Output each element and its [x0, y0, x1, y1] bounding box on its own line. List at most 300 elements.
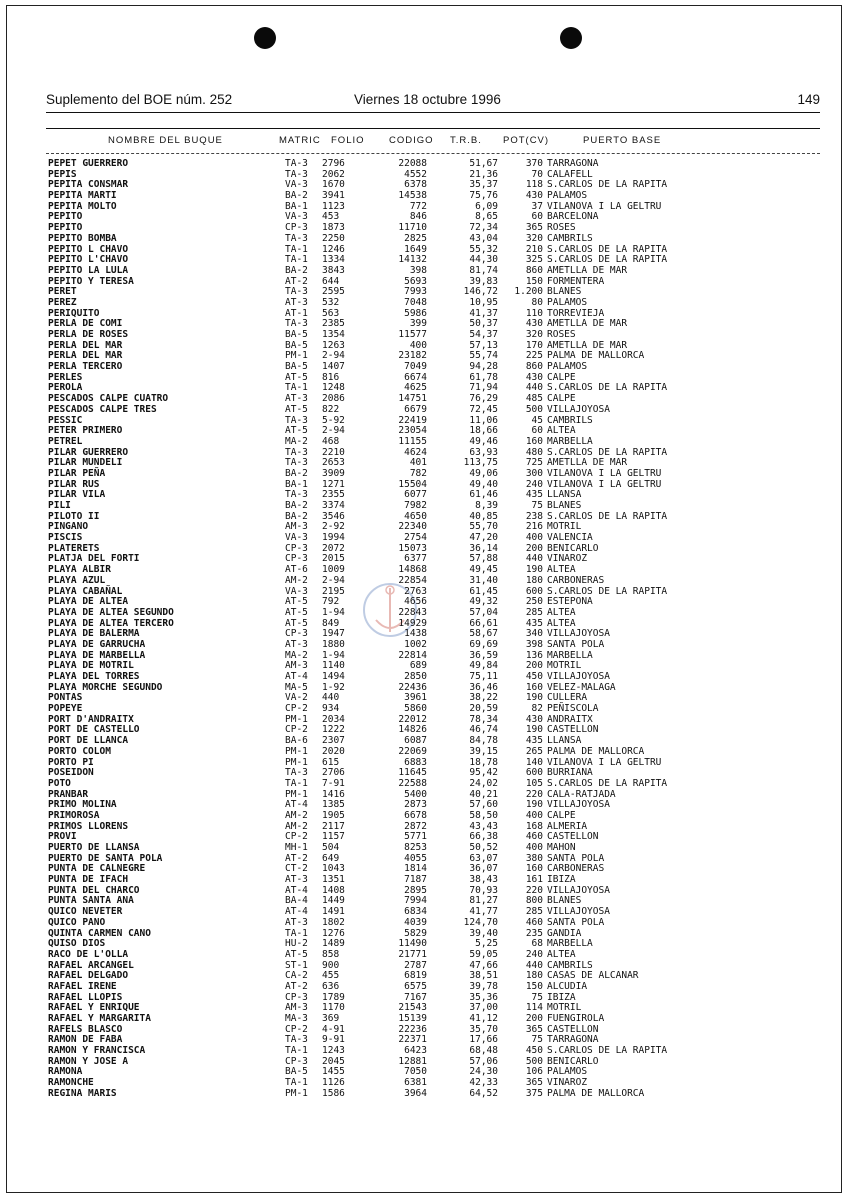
folio-cell: 1408 — [322, 884, 345, 896]
codigo-cell: 22371 — [398, 1034, 427, 1046]
folio-cell: 3941 — [322, 190, 345, 202]
vessel-name: PILAR VILA — [48, 489, 106, 501]
pot-cell: 375 — [525, 1087, 543, 1099]
matric-cell: VA-3 — [285, 179, 308, 191]
trb-cell: 40,21 — [469, 788, 498, 800]
folio-cell: 2653 — [322, 457, 345, 469]
pot-cell: 485 — [525, 393, 543, 405]
matric-cell: CP-3 — [285, 628, 308, 640]
folio-cell: 2015 — [322, 553, 345, 565]
table-top-rule — [46, 128, 820, 129]
matric-cell: TA-1 — [285, 243, 308, 255]
matric-cell: CP-3 — [285, 553, 308, 565]
puerto-cell: CAMBRILS — [547, 959, 593, 971]
codigo-cell: 5693 — [404, 275, 427, 287]
trb-cell: 42,33 — [469, 1077, 498, 1089]
puerto-cell: CAMBRILS — [547, 232, 593, 244]
matric-cell: VA-3 — [285, 585, 308, 597]
trb-cell: 81,27 — [469, 895, 498, 907]
trb-cell: 38,51 — [469, 970, 498, 982]
pot-cell: 150 — [525, 980, 543, 992]
matric-cell: MA-3 — [285, 1013, 308, 1024]
codigo-cell: 14929 — [398, 617, 427, 629]
publication-title: Suplemento del BOE núm. 252 — [46, 92, 233, 107]
puerto-cell: MAHON — [547, 842, 576, 853]
folio-cell: 468 — [322, 435, 340, 447]
pot-cell: 400 — [525, 809, 543, 821]
trb-cell: 8,39 — [475, 500, 498, 511]
matric-cell: AT-5 — [285, 425, 308, 437]
trb-cell: 55,74 — [469, 350, 498, 362]
trb-cell: 39,78 — [469, 980, 498, 992]
col-header-matric: MATRIC — [279, 135, 321, 146]
vessel-name: PESCADOS CALPE TRES — [48, 403, 157, 415]
puerto-cell: CALPE — [547, 809, 576, 821]
pot-cell: 460 — [525, 831, 543, 843]
trb-cell: 50,37 — [469, 318, 498, 330]
trb-cell: 66,38 — [469, 831, 498, 843]
puerto-cell: VILANOVA I LA GELTRU — [547, 467, 662, 479]
trb-cell: 41,37 — [469, 307, 498, 319]
matric-cell: TA-3 — [285, 286, 308, 298]
vessel-name: PROVI — [48, 831, 77, 843]
trb-cell: 72,34 — [469, 222, 498, 234]
col-header-puerto: PUERTO BASE — [583, 135, 662, 146]
trb-cell: 58,50 — [469, 809, 498, 821]
codigo-cell: 22088 — [398, 158, 427, 169]
trb-cell: 41,12 — [469, 1013, 498, 1024]
folio-cell: 2117 — [322, 820, 345, 832]
matric-cell: AM-3 — [285, 521, 308, 533]
puerto-cell: ALTEA — [547, 606, 576, 618]
folio-cell: 9-91 — [322, 1034, 345, 1046]
puerto-cell: ALCUDIA — [547, 980, 588, 992]
folio-cell: 1407 — [322, 361, 345, 373]
folio-cell: 1140 — [322, 660, 345, 672]
vessel-name: QUISO DIOS — [48, 938, 106, 950]
codigo-cell: 5986 — [404, 307, 427, 319]
puerto-cell: PALMA DE MALLORCA — [547, 350, 645, 362]
vessel-name: PLAYA ALBIR — [48, 564, 111, 576]
puerto-cell: ALTEA — [547, 564, 576, 576]
folio-cell: 2307 — [322, 735, 345, 747]
pot-cell: 216 — [525, 521, 543, 533]
pot-cell: 110 — [525, 307, 543, 319]
matric-cell: VA-3 — [285, 532, 308, 544]
trb-cell: 113,75 — [463, 457, 498, 469]
trb-cell: 57,13 — [469, 339, 498, 351]
trb-cell: 49,45 — [469, 564, 498, 576]
puerto-cell: PALMA DE MALLORCA — [547, 745, 645, 757]
codigo-cell: 7187 — [404, 874, 427, 886]
puerto-cell: CALA-RATJADA — [547, 788, 616, 800]
vessel-name: PEPET GUERRERO — [48, 158, 129, 169]
matric-cell: CP-2 — [285, 831, 308, 843]
puerto-cell: CULLERA — [547, 692, 588, 704]
pot-cell: 440 — [525, 959, 543, 971]
codigo-cell: 1002 — [404, 638, 427, 650]
trb-cell: 21,36 — [469, 168, 498, 180]
matric-cell: BA-6 — [285, 735, 308, 747]
pot-cell: 430 — [525, 713, 543, 725]
pot-cell: 106 — [525, 1066, 543, 1078]
vessel-name: PUNTA DEL CHARCO — [48, 884, 140, 896]
codigo-cell: 22012 — [398, 713, 427, 725]
pot-cell: 860 — [525, 264, 543, 276]
folio-cell: 900 — [322, 959, 340, 971]
matric-cell: TA-1 — [285, 382, 308, 394]
matric-cell: AM-2 — [285, 820, 308, 832]
folio-cell: 532 — [322, 296, 340, 308]
pot-cell: 320 — [525, 232, 543, 244]
folio-cell: 2595 — [322, 286, 345, 298]
folio-cell: 1491 — [322, 906, 345, 918]
trb-cell: 41,77 — [469, 906, 498, 918]
vessel-name: PLATJA DEL FORTI — [48, 553, 140, 565]
folio-cell: 563 — [322, 307, 340, 319]
puerto-cell: MARBELLA — [547, 649, 593, 661]
pot-cell: 240 — [525, 478, 543, 490]
puerto-cell: PALAMOS — [547, 296, 588, 308]
vessel-name: PETREL — [48, 435, 83, 447]
folio-cell: 369 — [322, 1013, 340, 1024]
pot-cell: 75 — [531, 500, 543, 511]
folio-cell: 1994 — [322, 532, 345, 544]
matric-cell: BA-2 — [285, 190, 308, 202]
puerto-cell: VILLAJOYOSA — [547, 403, 610, 415]
pot-cell: 340 — [525, 628, 543, 640]
codigo-cell: 6678 — [404, 809, 427, 821]
codigo-cell: 7167 — [404, 991, 427, 1003]
codigo-cell: 398 — [409, 264, 427, 276]
folio-cell: 1351 — [322, 874, 345, 886]
matric-cell: TA-1 — [285, 1077, 308, 1089]
folio-cell: 2020 — [322, 745, 345, 757]
pot-cell: 500 — [525, 403, 543, 415]
codigo-cell: 7050 — [404, 1066, 427, 1078]
vessel-name: POPEYE — [48, 703, 83, 715]
pot-cell: 60 — [531, 425, 543, 437]
codigo-cell: 1649 — [404, 243, 427, 255]
vessel-name: PESCADOS CALPE CUATRO — [48, 393, 169, 405]
trb-cell: 6,09 — [475, 200, 498, 212]
matric-cell: TA-3 — [285, 767, 308, 779]
matric-cell: CT-2 — [285, 863, 308, 875]
trb-cell: 55,32 — [469, 243, 498, 255]
folio-cell: 2-94 — [322, 350, 345, 362]
pot-cell: 75 — [531, 1034, 543, 1046]
folio-cell: 455 — [322, 970, 340, 982]
matric-cell: MA-2 — [285, 649, 308, 661]
trb-cell: 66,61 — [469, 617, 498, 629]
puerto-cell: VINAROZ — [547, 553, 588, 565]
matric-cell: TA-3 — [285, 489, 308, 501]
trb-cell: 39,83 — [469, 275, 498, 287]
pot-cell: 60 — [531, 211, 543, 223]
vessel-name: PEPIS — [48, 168, 77, 180]
trb-cell: 38,43 — [469, 874, 498, 886]
folio-cell: 1009 — [322, 564, 345, 576]
puerto-cell: MOTRIL — [547, 1002, 582, 1014]
trb-cell: 49,84 — [469, 660, 498, 672]
folio-cell: 636 — [322, 980, 340, 992]
trb-cell: 124,70 — [463, 916, 498, 928]
trb-cell: 17,66 — [469, 1034, 498, 1046]
codigo-cell: 4624 — [404, 446, 427, 458]
vessel-name: PESSIC — [48, 414, 83, 426]
matric-cell: AM-2 — [285, 574, 308, 586]
matric-cell: BA-2 — [285, 510, 308, 522]
puerto-cell: CASTELLON — [547, 724, 599, 736]
vessel-name: PONTAS — [48, 692, 83, 704]
vessel-name: PERLA DE ROSES — [48, 329, 129, 340]
vessel-name: PORT DE CASTELLO — [48, 724, 140, 736]
codigo-cell: 3961 — [404, 692, 427, 704]
puerto-cell: S.CARLOS DE LA RAPITA — [547, 777, 668, 789]
trb-cell: 49,06 — [469, 467, 498, 479]
trb-cell: 47,20 — [469, 532, 498, 544]
pot-cell: 450 — [525, 1045, 543, 1057]
trb-cell: 50,52 — [469, 842, 498, 853]
puerto-cell: FORMENTERA — [547, 275, 605, 287]
codigo-cell: 400 — [409, 339, 427, 351]
pot-cell: 68 — [531, 938, 543, 950]
punch-hole-left — [254, 27, 276, 49]
folio-cell: 2385 — [322, 318, 345, 330]
matric-cell: CP-3 — [285, 991, 308, 1003]
vessel-name: RAMON DE FABA — [48, 1034, 123, 1046]
vessel-name: QUICO PANO — [48, 916, 106, 928]
vessel-name: PRIMOROSA — [48, 809, 100, 821]
pot-cell: 365 — [525, 222, 543, 234]
matric-cell: TA-3 — [285, 414, 308, 426]
vessel-name: QUICO NEVETER — [48, 906, 123, 918]
trb-cell: 36,07 — [469, 863, 498, 875]
puerto-cell: TARRAGONA — [547, 1034, 599, 1046]
matric-cell: CP-2 — [285, 703, 308, 715]
trb-cell: 18,66 — [469, 425, 498, 437]
codigo-cell: 846 — [409, 211, 427, 223]
matric-cell: AM-3 — [285, 1002, 308, 1014]
table-row — [0, 234, 850, 245]
puerto-cell: VILLAJOYOSA — [547, 906, 610, 918]
puerto-cell: TARRAGONA — [547, 158, 599, 169]
pot-cell: 370 — [525, 158, 543, 169]
pot-cell: 70 — [531, 168, 543, 180]
folio-cell: 1905 — [322, 809, 345, 821]
vessel-name: RAFAEL IRENE — [48, 980, 117, 992]
folio-cell: 644 — [322, 275, 340, 287]
pot-cell: 160 — [525, 863, 543, 875]
matric-cell: AT-1 — [285, 307, 308, 319]
trb-cell: 72,45 — [469, 403, 498, 415]
pot-cell: 238 — [525, 510, 543, 522]
matric-cell: AT-4 — [285, 906, 308, 918]
page-number: 149 — [797, 92, 820, 107]
folio-cell: 2-92 — [322, 521, 345, 533]
pot-cell: 45 — [531, 414, 543, 426]
pot-cell: 240 — [525, 948, 543, 960]
codigo-cell: 772 — [409, 200, 427, 212]
table-row — [0, 608, 850, 619]
pot-cell: 325 — [525, 254, 543, 266]
vessel-name: REGINA MARIS — [48, 1087, 117, 1099]
matric-cell: AT-2 — [285, 852, 308, 864]
codigo-cell: 15504 — [398, 478, 427, 490]
folio-cell: 453 — [322, 211, 340, 223]
vessel-name: PERET — [48, 286, 77, 298]
codigo-cell: 5860 — [404, 703, 427, 715]
pot-cell: 140 — [525, 756, 543, 768]
puerto-cell: AMETLLA DE MAR — [547, 264, 628, 276]
folio-cell: 1222 — [322, 724, 345, 736]
pot-cell: 400 — [525, 842, 543, 853]
codigo-cell: 12881 — [398, 1055, 427, 1067]
vessel-name: PEPITA MARTI — [48, 190, 117, 202]
vessel-name: PEPITO BOMBA — [48, 232, 117, 244]
puerto-cell: CALAFELL — [547, 168, 593, 180]
puerto-cell: ANDRAITX — [547, 713, 593, 725]
folio-cell: 2796 — [322, 158, 345, 169]
codigo-cell: 11490 — [398, 938, 427, 950]
trb-cell: 57,88 — [469, 553, 498, 565]
matric-cell: BA-1 — [285, 200, 308, 212]
codigo-cell: 7049 — [404, 361, 427, 373]
matric-cell: CP-3 — [285, 222, 308, 234]
matric-cell: CP-3 — [285, 542, 308, 554]
pot-cell: 180 — [525, 574, 543, 586]
folio-cell: 1334 — [322, 254, 345, 266]
folio-cell: 1-94 — [322, 649, 345, 661]
trb-cell: 75,11 — [469, 671, 498, 682]
pot-cell: 500 — [525, 1055, 543, 1067]
codigo-cell: 2850 — [404, 671, 427, 682]
pot-cell: 80 — [531, 296, 543, 308]
vessel-name: PINGANO — [48, 521, 89, 533]
trb-cell: 55,70 — [469, 521, 498, 533]
folio-cell: 3843 — [322, 264, 345, 276]
trb-cell: 54,37 — [469, 329, 498, 340]
puerto-cell: ROSES — [547, 329, 576, 340]
codigo-cell: 2873 — [404, 799, 427, 811]
codigo-cell: 4055 — [404, 852, 427, 864]
trb-cell: 35,37 — [469, 179, 498, 191]
codigo-cell: 22069 — [398, 745, 427, 757]
pot-cell: 365 — [525, 1077, 543, 1089]
pot-cell: 480 — [525, 446, 543, 458]
codigo-cell: 7048 — [404, 296, 427, 308]
puerto-cell: S.CARLOS DE LA RAPITA — [547, 1045, 668, 1057]
puerto-cell: BENICARLO — [547, 1055, 599, 1067]
vessel-name: PUERTO DE LLANSA — [48, 842, 140, 853]
trb-cell: 36,14 — [469, 542, 498, 554]
matric-cell: PM-1 — [285, 756, 308, 768]
puerto-cell: VILLAJOYOSA — [547, 799, 610, 811]
puerto-cell: VILANOVA I LA GELTRU — [547, 478, 662, 490]
pot-cell: 200 — [525, 542, 543, 554]
puerto-cell: ALTEA — [547, 948, 576, 960]
puerto-cell: S.CARLOS DE LA RAPITA — [547, 254, 668, 266]
folio-cell: 2-94 — [322, 574, 345, 586]
puerto-cell: CASTELLON — [547, 831, 599, 843]
folio-cell: 2086 — [322, 393, 345, 405]
folio-cell: 1243 — [322, 1045, 345, 1057]
trb-cell: 43,43 — [469, 820, 498, 832]
trb-cell: 78,34 — [469, 713, 498, 725]
vessel-name: PLAYA DE ALTEA SEGUNDO — [48, 606, 174, 618]
table-row — [0, 779, 850, 790]
pot-cell: 285 — [525, 606, 543, 618]
vessel-name: QUINTA CARMEN CANO — [48, 927, 151, 939]
matric-cell: BA-5 — [285, 361, 308, 373]
trb-cell: 49,32 — [469, 596, 498, 608]
folio-cell: 1385 — [322, 799, 345, 811]
pot-cell: 435 — [525, 735, 543, 747]
codigo-cell: 2872 — [404, 820, 427, 832]
vessel-name: PORTO PI — [48, 756, 94, 768]
puerto-cell: GANDIA — [547, 927, 582, 939]
codigo-cell: 23182 — [398, 350, 427, 362]
matric-cell: BA-2 — [285, 264, 308, 276]
matric-cell: BA-2 — [285, 500, 308, 511]
codigo-cell: 14538 — [398, 190, 427, 202]
matric-cell: AT-5 — [285, 617, 308, 629]
trb-cell: 63,93 — [469, 446, 498, 458]
matric-cell: BA-1 — [285, 478, 308, 490]
pot-cell: 265 — [525, 745, 543, 757]
folio-cell: 440 — [322, 692, 340, 704]
codigo-cell: 21543 — [398, 1002, 427, 1014]
folio-cell: 2034 — [322, 713, 345, 725]
vessel-name: PLAYA DEL TORRES — [48, 671, 140, 682]
pot-cell: 430 — [525, 190, 543, 202]
matric-cell: AT-5 — [285, 606, 308, 618]
trb-cell: 18,78 — [469, 756, 498, 768]
vessel-name: PORT D'ANDRAITX — [48, 713, 134, 725]
codigo-cell: 782 — [409, 467, 427, 479]
codigo-cell: 6423 — [404, 1045, 427, 1057]
matric-cell: ST-1 — [285, 959, 308, 971]
codigo-cell: 22340 — [398, 521, 427, 533]
matric-cell: PM-1 — [285, 713, 308, 725]
matric-cell: AT-5 — [285, 403, 308, 415]
puerto-cell: VINAROZ — [547, 1077, 588, 1089]
table-row — [0, 437, 850, 448]
folio-cell: 2210 — [322, 446, 345, 458]
matric-cell: PM-1 — [285, 788, 308, 800]
codigo-cell: 8253 — [404, 842, 427, 853]
pot-cell: 435 — [525, 617, 543, 629]
codigo-cell: 11155 — [398, 435, 427, 447]
folio-cell: 2062 — [322, 168, 345, 180]
vessel-name: PLAYA MORCHE SEGUNDO — [48, 681, 163, 693]
trb-cell: 57,04 — [469, 606, 498, 618]
puerto-cell: CAMBRILS — [547, 414, 593, 426]
codigo-cell: 6679 — [404, 403, 427, 415]
pot-cell: 1.200 — [514, 286, 543, 298]
folio-cell: 2-94 — [322, 425, 345, 437]
pot-cell: 320 — [525, 329, 543, 340]
codigo-cell: 5771 — [404, 831, 427, 843]
codigo-cell: 15073 — [398, 542, 427, 554]
trb-cell: 47,66 — [469, 959, 498, 971]
page-header — [46, 92, 820, 110]
vessel-name: RAFAEL DELGADO — [48, 970, 129, 982]
col-header-pot: POT(CV) — [503, 135, 550, 146]
vessel-name: PUNTA DE CALNEGRE — [48, 863, 146, 875]
matric-cell: TA-3 — [285, 457, 308, 469]
folio-cell: 822 — [322, 403, 340, 415]
